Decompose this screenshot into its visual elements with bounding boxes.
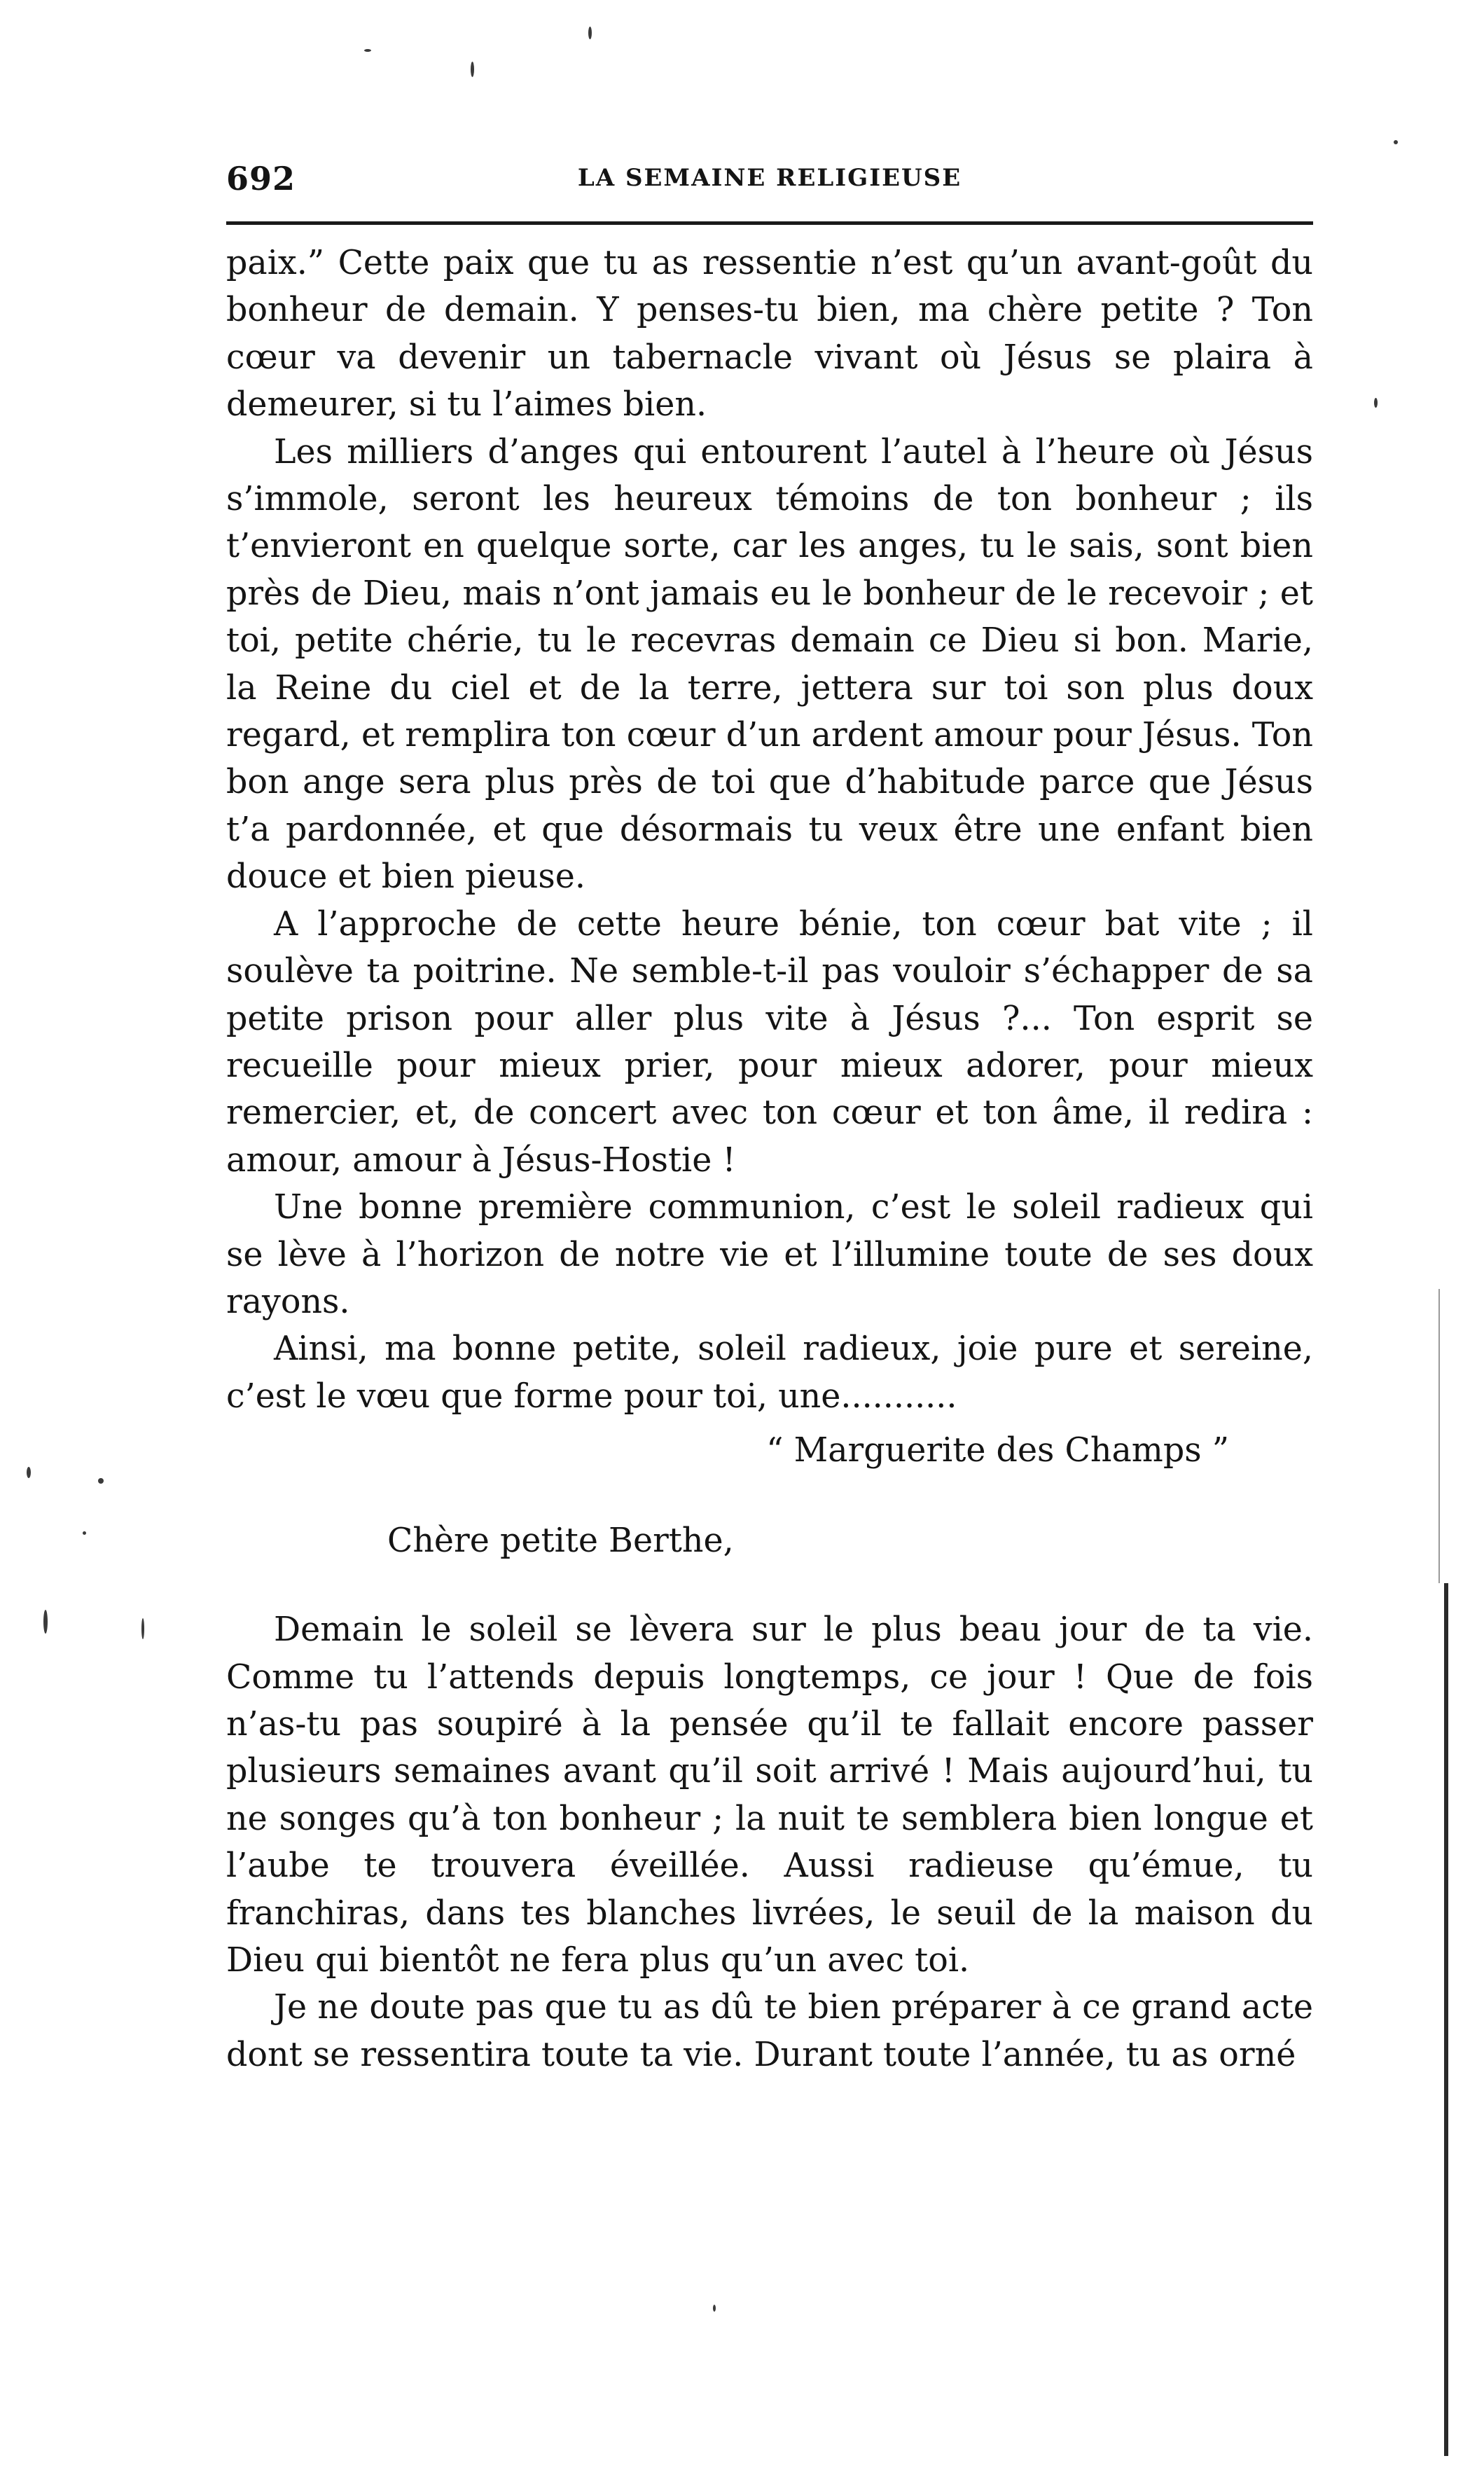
binding-shadow: [1444, 1583, 1448, 2456]
scan-speck: [364, 49, 371, 52]
paragraph-tomorrow: Demain le soleil se lèvera sur le plus beau jour de ta vie. Comme tu l’attends depuis longtemps, ce jour ! Que de fois n’as-tu pas soupiré à la pensée qu’il te fallait encore passer plusieurs semaines avant qu’il soit arrivé ! Mais aujourd’hui, tu ne songes qu’à ton bonheur ; la nuit te semblera bien longue et l’aube te trouvera éveillée. Aussi radieuse qu’émue, tu franchiras, dans tes blanches livrées, le seuil de la maison du Dieu qui bientôt ne fera plus qu’un avec toi.: [226, 1610, 1313, 1980]
binding-shadow-thin: [1438, 1289, 1440, 1583]
letter-signature: “ Marguerite des Champs ”: [766, 1431, 1229, 1470]
scan-speck: [27, 1467, 31, 1478]
paragraph-angels: Les milliers d’anges qui entourent l’autel à l’heure où Jésus s’immole, seront les heureux témoins de ton bonheur ; ils t’envieront en quelque sorte, car les anges, tu le sais, sont bien près de Dieu, mais n’ont jamais eu le bonheur de le recevoir ; et toi, petite chérie, tu le recevras demain ce Dieu si bon. Marie, la Reine du ciel et de la terre, jettera sur toi son plus doux regard, et remplira ton cœur d’un ardent amour pour Jésus. Ton bon ange sera plus près de toi que d’habitude parce que Jésus t’a pardonnée, et que désormais tu veux être une enfant bien douce et bien pieuse.: [226, 432, 1313, 897]
scan-speck: [713, 2305, 716, 2312]
scan-speck: [98, 1478, 104, 1484]
running-title: LA SEMAINE RELIGIEUSE: [577, 164, 962, 192]
page-header: [226, 160, 1313, 210]
paragraph-wish: Ainsi, ma bonne petite, soleil radieux, joie pure et sereine, c’est le vœu que forme pour toi, une...........: [226, 1330, 1313, 1416]
paragraph-preparation: Je ne doute pas que tu as dû te bien préparer à ce grand acte dont se ressentira toute ta vie. Durant toute l’année, tu as orné: [226, 1988, 1313, 2074]
scan-speck: [43, 1610, 48, 1634]
scan-speck: [1394, 140, 1398, 144]
scan-speck: [588, 27, 592, 39]
header-rule: [226, 221, 1313, 225]
scan-speck: [1374, 398, 1378, 408]
letter-salutation: Chère petite Berthe,: [387, 1522, 734, 1561]
body-text: [226, 240, 1313, 2078]
paragraph-approach: A l’approche de cette heure bénie, ton cœur bat vite ; il soulève ta poitrine. Ne semble-t-il pas vouloir s’échapper de sa petite prison pour aller plus vite à Jésus ?... Ton esprit se recueille pour mieux prier, pour mieux adorer, pour mieux remercier, et, de concert avec ton cœur et ton âme, il redira : amour, amour à Jésus-Hostie !: [226, 904, 1313, 1180]
page-number: 692: [226, 160, 296, 198]
scan-speck: [83, 1531, 86, 1535]
paragraph-continued: paix.” Cette paix que tu as ressentie n’est qu’un avant-goût du bonheur de demain. Y penses-tu bien, ma chère petite ? Ton cœur va devenir un tabernacle vivant où Jésus se plaira à demeurer, si tu l’aimes bien.: [226, 244, 1313, 425]
scan-speck: [471, 62, 474, 77]
paragraph-communion: Une bonne première communion, c’est le soleil radieux qui se lève à l’horizon de notre vie et l’illumine toute de ses doux rayons.: [226, 1188, 1313, 1321]
scan-speck: [141, 1618, 144, 1639]
